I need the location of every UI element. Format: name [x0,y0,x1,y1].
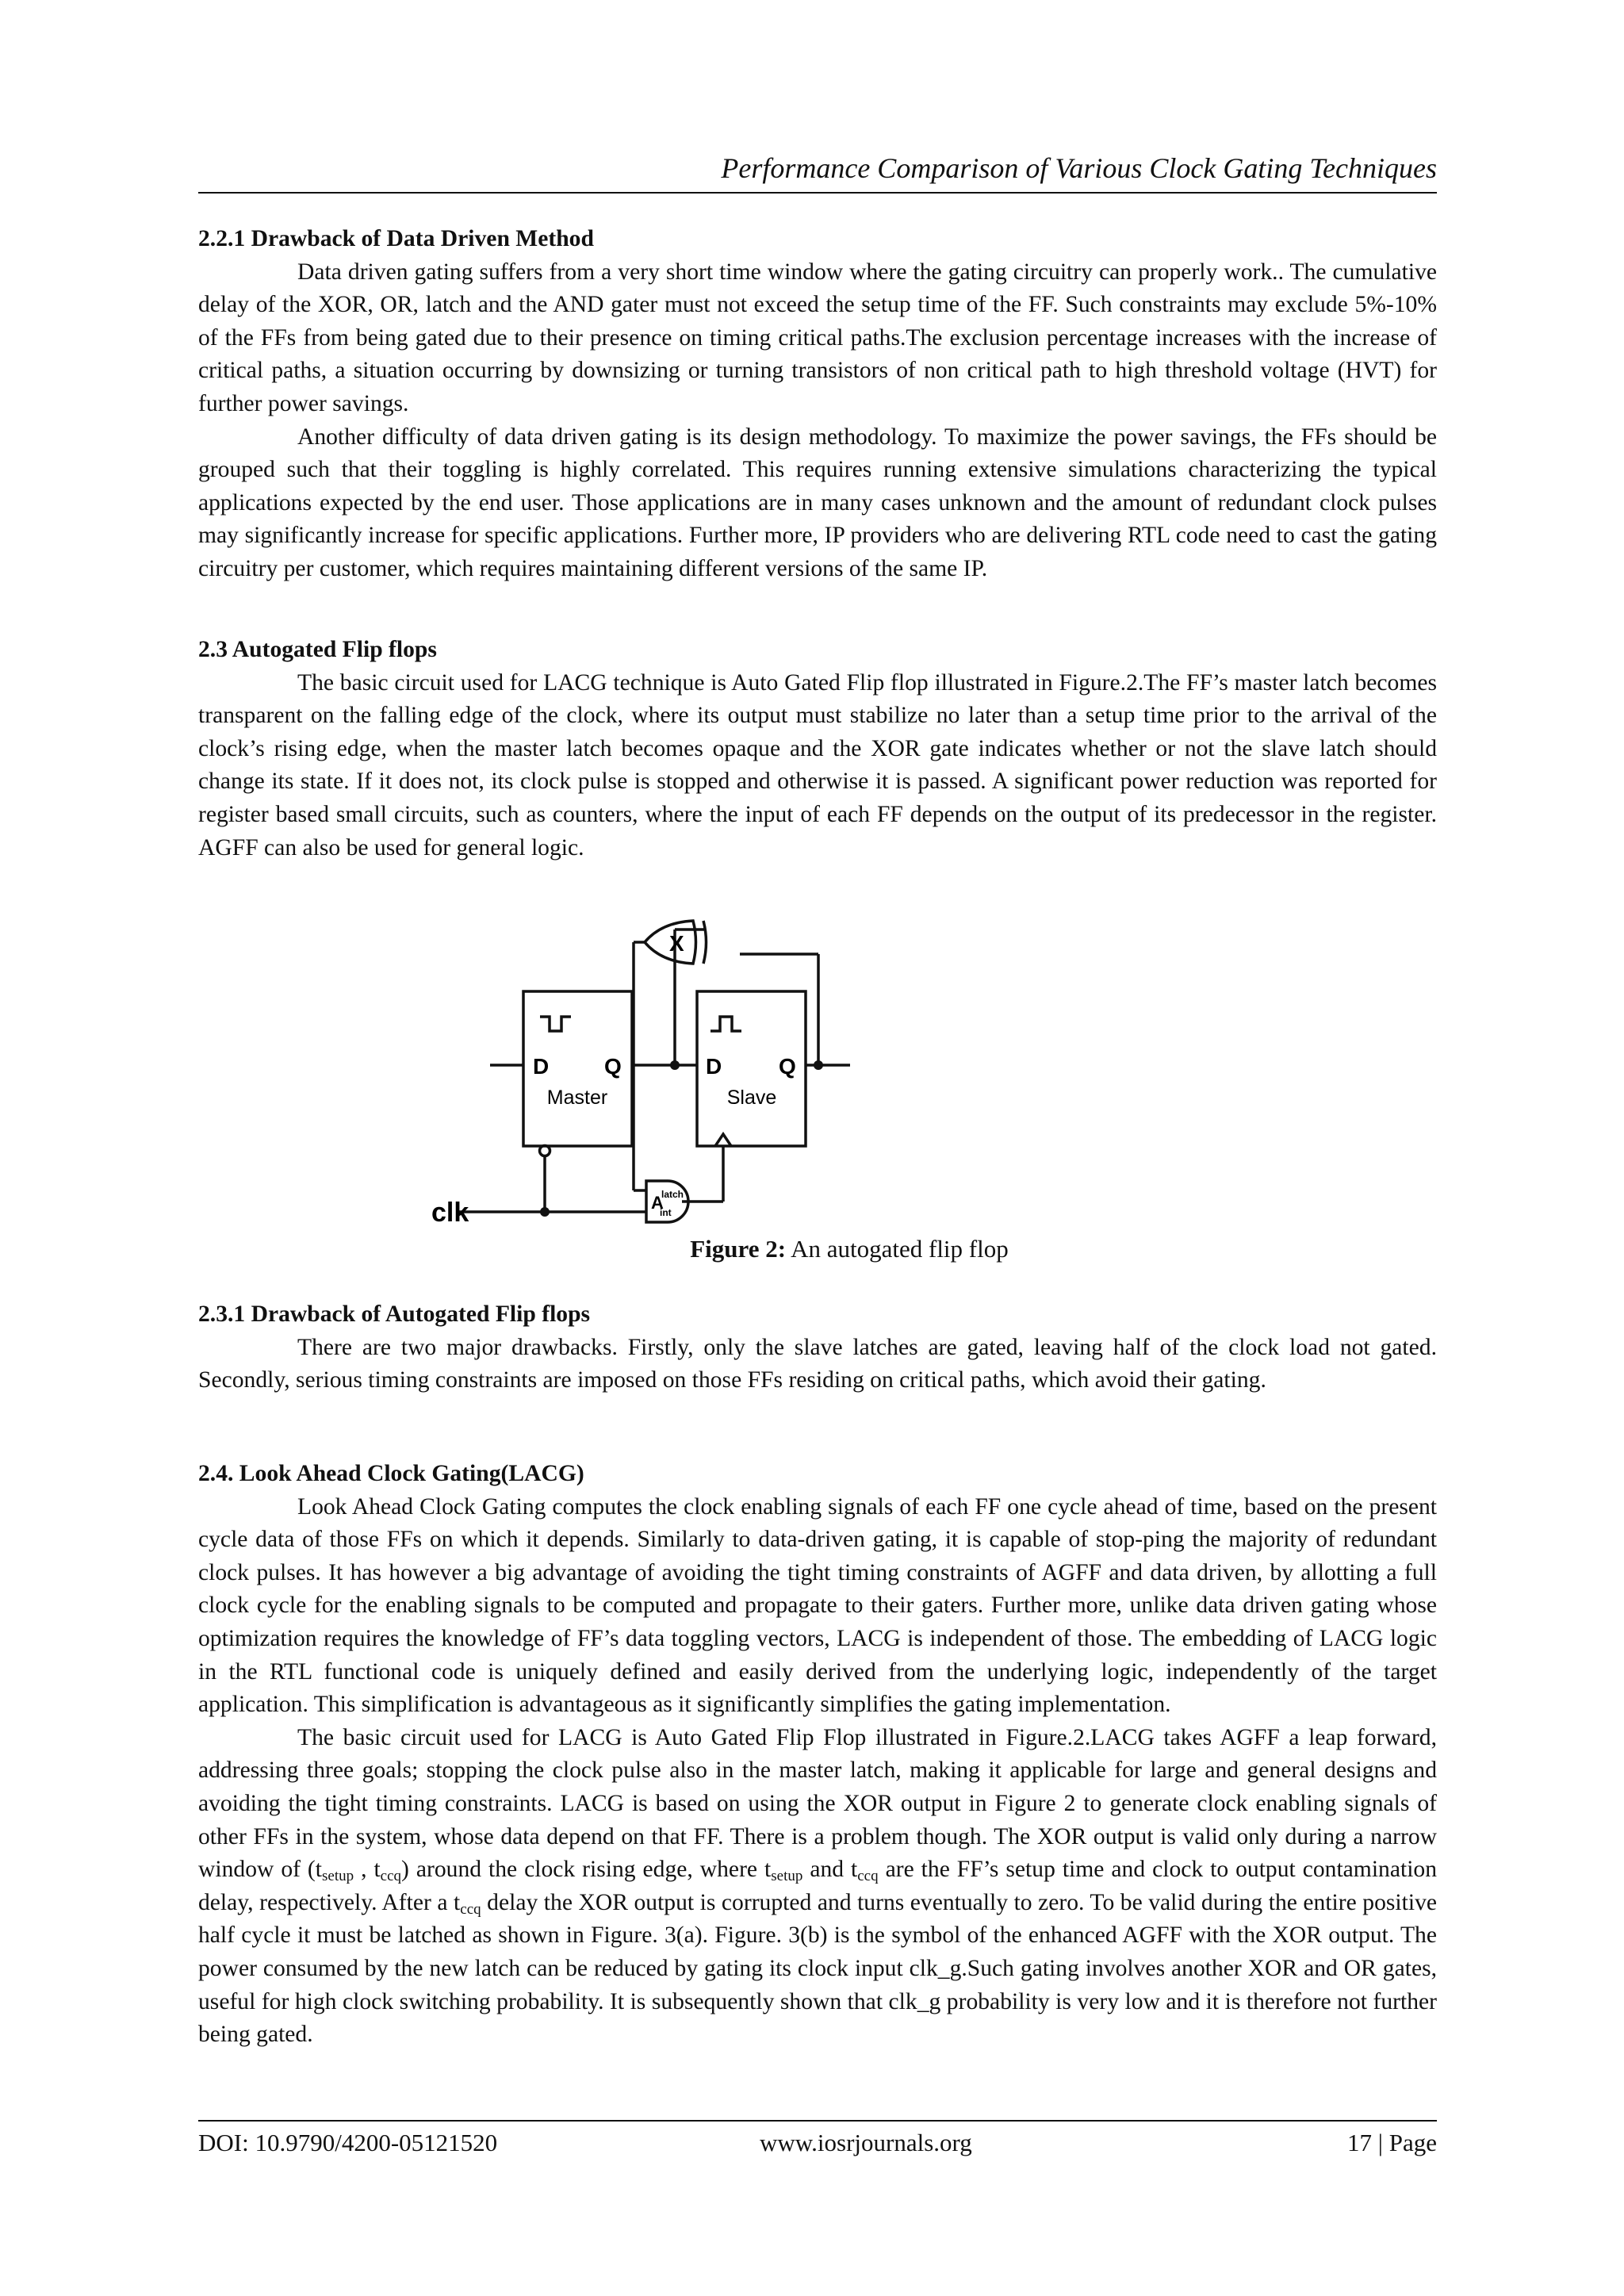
slave-d-label: D [706,1054,722,1079]
negative-pulse-icon [540,1017,571,1031]
positive-pulse-icon [710,1017,741,1031]
caption-text: An autogated flip flop [791,1235,1009,1263]
clk-label: clk [431,1198,469,1228]
journal-site: www.iosrjournals.org [760,2129,972,2156]
paragraph: Data driven gating suffers from a very short time window where the gating circuitry can properly work.. The cumulative delay of the XOR, OR, latch and the AND gater must not exceed the setup time of the FF. Such constraints may exclude 5%-10% of the FFs from being gated due to their presence on timing critical paths.The exclusion percentage increases with the increase of critical paths, a situation occurring by downsizing or turning transistors of non critical path to high threshold voltage (HVT) for further power savings. [198,259,1437,416]
section-2-3-1 [198,1298,1437,1397]
section-heading: 2.3.1 Drawback of Autogated Flip flops [198,1301,591,1327]
paragraph: Another difficulty of data driven gating is its design methodology. To maximize the power savings, the FFs should be grouped such that their toggling is highly correlated. This requires running extensive simulations characterizing the typical applications expected by the end user. Those applications are in many cases unknown and the amount of redundant clock pulses may significantly increase for specific applications. Further more, IP providers who are delivering RTL code need to cast the gating circuitry per customer, which requires maintaining different versions of the same IP. [198,424,1437,581]
master-q-label: Q [604,1054,622,1079]
paragraph: The basic circuit used for LACG is Auto Gated Flip Flop illustrated in Figure.2.LACG takes AGFF a leap forward, addressing three goals; stopping the clock pulse also in the master latch, making it applicable for large and general designs and avoiding the tight timing constraints. LACG is based on using the XOR output in Figure 2 to generate clock enabling signals of other FFs in the system, whose data depend on that FF. There is a problem though. The XOR output is valid only during a narrow window of ($t_{setup}$ , $t_{ccq}$) around the clock rising edge, where $t_{setup}$ and $t_{ccq}$ are the FF’s setup time and clock to output contamination delay, respectively. After a $t_{ccq}$ delay the XOR output is corrupted and turns eventually to zero. To be valid during the entire positive half cycle it must be latched as shown in Figure. 3(a). Figure. 3(b) is the symbol of the enhanced AGFF with the XOR output. The power consumed by the new latch can be reduced by gating its clock input clk_g.Such gating involves another XOR and OR gates, useful for high clock switching probability. It is subsequently shown that clk_g probability is very low and it is therefore not further being gated. [198,1724,1438,2048]
caption-label: Figure 2: [690,1235,787,1263]
section-2-2-1 [198,223,1437,586]
running-footer [198,2125,1437,2160]
section-heading: 2.2.1 Drawback of Data Driven Method [198,226,594,251]
footer-rule [198,2120,1437,2122]
header-rule [198,192,1437,194]
and-superscript: latch [661,1189,684,1200]
master-d-label: D [533,1054,550,1079]
autogated-flip-flop-diagram [431,896,1266,1272]
master-label: Master [546,1087,608,1109]
figure-caption [198,1232,1437,1267]
running-header: Performance Comparison of Various Clock Gating Techniques [721,152,1437,184]
page-number: 17 | Page [1347,2129,1437,2156]
junction-dot [540,1207,550,1217]
slave-label: Slave [726,1087,777,1109]
and-label: A [651,1193,664,1213]
figure-2 [431,896,1266,1272]
section-2-4 [198,1458,1437,2052]
section-2-3 [198,634,1437,864]
junction-dot [814,1060,823,1070]
junction-dot [670,1060,680,1070]
paragraph: Look Ahead Clock Gating computes the clock enabling signals of each FF one cycle ahead of time, based on the present cycle data of those FFs on which it depends. Similarly to data-driven gating, it is capable of stop-ping the majority of redundant clock pulses. It has however a big advantage of avoiding the tight timing constraints of AGFF and data driven, by allotting a full clock cycle for the enabling signals to be computed and propagate to their gaters. Further more, unlike data driven gating whose optimization requires the knowledge of FF’s data toggling vectors, LACG is independent of those. The embedding of LACG logic in the RTL functional code is uniquely defined and easily derived from the underlying logic, independently of the target application. This simplification is advantageous as it significantly simplifies the gating implementation. [198,1493,1437,1718]
paragraph: There are two major drawbacks. Firstly, only the slave latches are gated, leaving half of the clock load not gated. Secondly, serious timing constraints are imposed on those FFs residing on critical paths, which avoid their gating. [198,1334,1437,1393]
and-subscript: int [660,1207,672,1218]
paragraph: The basic circuit used for LACG technique is Auto Gated Flip flop illustrated in Figure.2.The FF’s master latch becomes transparent on the falling edge of the clock, where its output must stabilize no later than a setup time prior to the arrival of the clock’s rising edge, when the master latch becomes opaque and the XOR gate indicates whether or not the slave latch should change its state. If it does not, its clock pulse is stopped and otherwise it is passed. A significant power reduction was reported for register based small circuits, such as counters, where the input of each FF depends on the output of its predecessor in the register. AGFF can also be used for general logic. [198,669,1437,861]
xor-label: X [669,931,684,956]
clock-input-triangle [715,1134,731,1146]
section-heading: 2.3 Autogated Flip flops [198,637,437,662]
xor-gate-extra-arc [703,921,707,964]
doi: DOI: 10.9790/4200-05121520 [198,2129,498,2156]
section-heading: 2.4. Look Ahead Clock Gating(LACG) [198,1461,584,1486]
slave-q-label: Q [779,1054,796,1079]
